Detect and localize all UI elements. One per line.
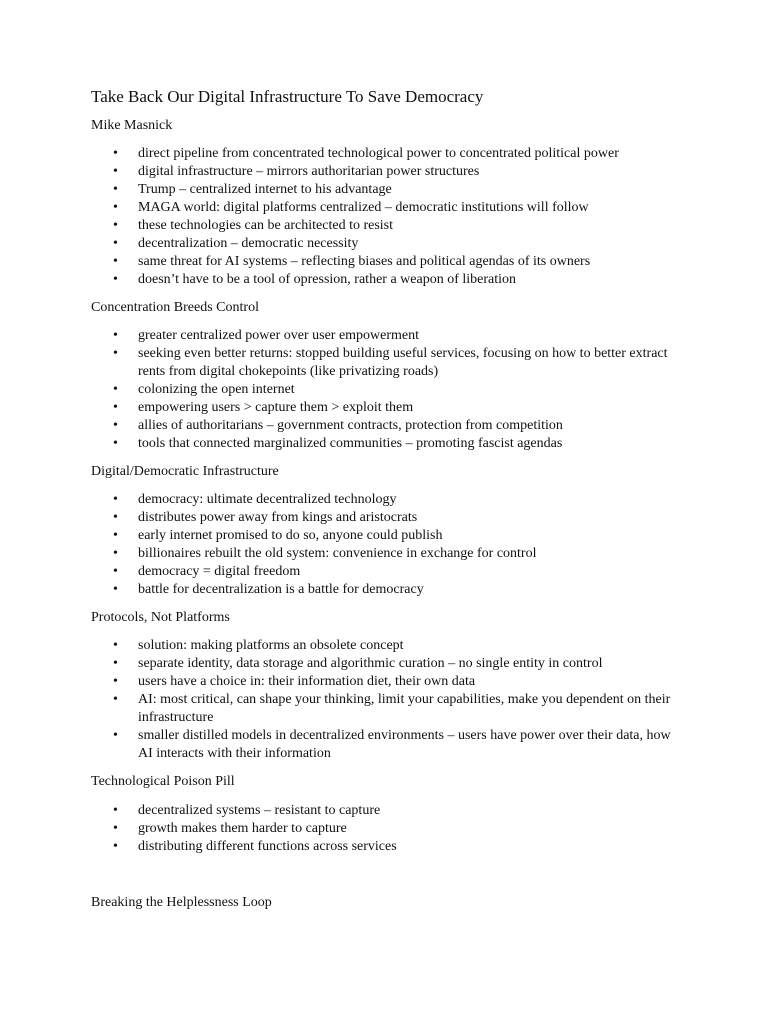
- bullet-icon: •: [113, 674, 118, 689]
- bullet-icon: •: [113, 400, 118, 415]
- list-item-text: battle for decentralization is a battle for democracy: [138, 582, 424, 597]
- list-item-text: democracy = digital freedom: [138, 564, 301, 579]
- bullet-icon: •: [113, 164, 118, 179]
- bullet-icon: •: [113, 200, 118, 215]
- bullet-icon: •: [113, 546, 118, 561]
- list-item-text: greater centralized power over user empowerment: [138, 328, 420, 343]
- list-item: [0, 145, 768, 163]
- list-item-text: digital infrastructure – mirrors authoritarian power structures: [138, 164, 480, 179]
- list-item: [0, 545, 768, 563]
- list-item-text: doesn’t have to be a tool of opression, rather a weapon of liberation: [138, 272, 517, 287]
- list-item: [0, 820, 768, 838]
- list-item-text: democracy: ultimate decentralized technology: [138, 492, 397, 507]
- list-item-text: colonizing the open internet: [138, 382, 295, 397]
- list-item-text: smaller distilled models in decentralized environments – users have power over their data, how AI interacts with their information: [138, 728, 671, 761]
- list-item: [0, 838, 768, 856]
- list-item: [0, 673, 768, 691]
- list-item-text: users have a choice in: their information diet, their own data: [138, 674, 476, 689]
- list-item-text: empowering users > capture them > exploit them: [138, 400, 414, 415]
- list-item-text: solution: making platforms an obsolete concept: [138, 638, 404, 653]
- bullet-icon: •: [113, 528, 118, 543]
- list-item: [0, 381, 768, 399]
- list-item-text: seeking even better returns: stopped building useful services, focusing on how to better extract rents from digital chokepoints (like privatizing roads): [138, 346, 668, 379]
- list-item-text: Trump – centralized internet to his advantage: [138, 182, 392, 197]
- section-bullet-list: [0, 327, 768, 453]
- list-item: [0, 327, 768, 345]
- bullet-icon: •: [113, 146, 118, 161]
- intro-bullet-list: [0, 145, 768, 289]
- list-item-text: distributes power away from kings and aristocrats: [138, 510, 418, 525]
- list-item-text: billionaires rebuilt the old system: convenience in exchange for control: [138, 546, 537, 561]
- bullet-icon: •: [113, 839, 118, 854]
- list-item-text: tools that connected marginalized communities – promoting fascist agendas: [138, 436, 563, 451]
- list-item: [0, 802, 768, 820]
- bullet-icon: •: [113, 656, 118, 671]
- section-bullet-list: [0, 802, 768, 856]
- list-item: [0, 435, 768, 453]
- list-item-text: MAGA world: digital platforms centralized – democratic institutions will follow: [138, 200, 589, 215]
- bullet-icon: •: [113, 346, 118, 361]
- list-item: [0, 637, 768, 655]
- list-item: [0, 399, 768, 417]
- list-item: [0, 417, 768, 435]
- list-item: [0, 727, 768, 763]
- list-item: [0, 271, 768, 289]
- list-item: [0, 253, 768, 271]
- list-item-text: direct pipeline from concentrated technological power to concentrated political power: [138, 146, 619, 161]
- list-item: [0, 527, 768, 545]
- list-item-text: separate identity, data storage and algorithmic curation – no single entity in control: [138, 656, 603, 671]
- list-item: [0, 655, 768, 673]
- bullet-icon: •: [113, 254, 118, 269]
- list-item: [0, 217, 768, 235]
- list-item: [0, 509, 768, 527]
- list-item-text: decentralized systems – resistant to capture: [138, 803, 381, 818]
- list-item: [0, 563, 768, 581]
- list-item-text: same threat for AI systems – reflecting biases and political agendas of its owners: [138, 254, 591, 269]
- bullet-icon: •: [113, 236, 118, 251]
- bullet-icon: •: [113, 582, 118, 597]
- bullet-icon: •: [113, 803, 118, 818]
- author-name: Mike Masnick: [91, 118, 173, 133]
- list-item-text: growth makes them harder to capture: [138, 821, 347, 836]
- section-heading-breaking-the-helplessness-loop: Breaking the Helplessness Loop: [91, 895, 272, 910]
- list-item-text: distributing different functions across services: [138, 839, 397, 854]
- list-item-text: early internet promised to do so, anyone could publish: [138, 528, 443, 543]
- bullet-icon: •: [113, 638, 118, 653]
- bullet-icon: •: [113, 382, 118, 397]
- bullet-icon: •: [113, 728, 118, 743]
- bullet-icon: •: [113, 328, 118, 343]
- list-item-text: decentralization – democratic necessity: [138, 236, 359, 251]
- document-title: Take Back Our Digital Infrastructure To Save Democracy: [91, 87, 484, 106]
- list-item: [0, 581, 768, 599]
- bullet-icon: •: [113, 418, 118, 433]
- list-item: [0, 691, 768, 727]
- list-item-text: these technologies can be architected to resist: [138, 218, 394, 233]
- list-item: [0, 199, 768, 217]
- list-item: [0, 491, 768, 509]
- bullet-icon: •: [113, 564, 118, 579]
- list-item: [0, 345, 768, 381]
- bullet-icon: •: [113, 492, 118, 507]
- list-item: [0, 181, 768, 199]
- bullet-icon: •: [113, 692, 118, 707]
- bullet-icon: •: [113, 510, 118, 525]
- bullet-icon: •: [113, 821, 118, 836]
- list-item-text: AI: most critical, can shape your thinking, limit your capabilities, make you dependent on their infrastructure: [138, 692, 671, 725]
- list-item: [0, 235, 768, 253]
- bullet-icon: •: [113, 436, 118, 451]
- bullet-icon: •: [113, 272, 118, 287]
- section-heading-digital-democratic-infrastructure: Digital/Democratic Infrastructure: [91, 464, 279, 479]
- section-heading-concentration-breeds-control: Concentration Breeds Control: [91, 300, 259, 315]
- bullet-icon: •: [113, 218, 118, 233]
- section-heading-protocols-not-platforms: Protocols, Not Platforms: [91, 610, 230, 625]
- list-item: [0, 163, 768, 181]
- section-bullet-list: [0, 491, 768, 599]
- section-bullet-list: [0, 637, 768, 763]
- section-heading-technological-poison-pill: Technological Poison Pill: [91, 774, 235, 789]
- bullet-icon: •: [113, 182, 118, 197]
- list-item-text: allies of authoritarians – government contracts, protection from competition: [138, 418, 563, 433]
